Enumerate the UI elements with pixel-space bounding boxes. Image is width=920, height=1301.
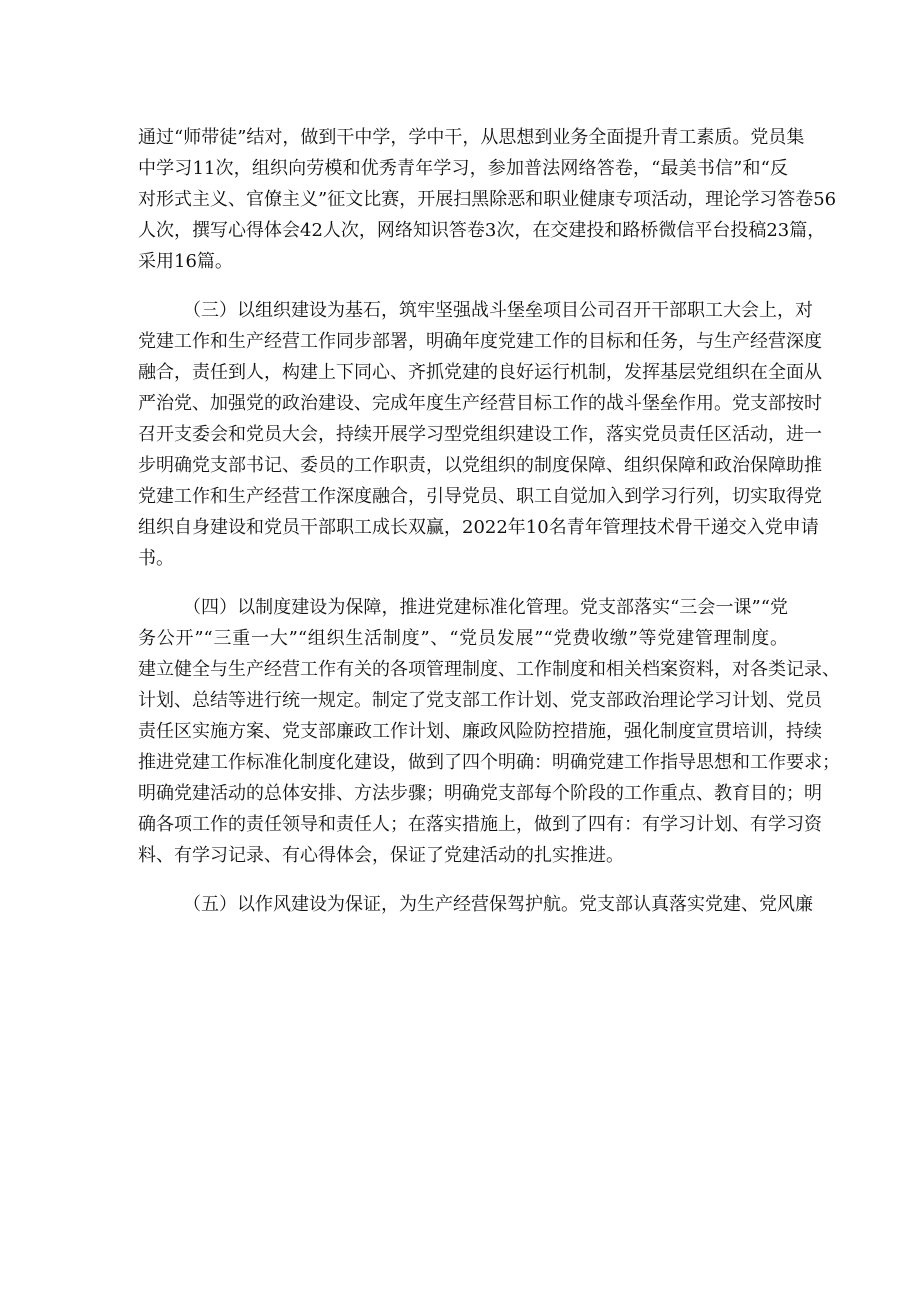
paragraph-system-building (138, 592, 840, 871)
paragraph-organization-building (138, 295, 822, 574)
text-line: 融合，责任到人，构建上下同心、齐抓党建的良好运行机制，发挥基层党组织在全面从 (138, 362, 822, 383)
text-line: 料、有学习记录、有心得体会，保证了党建活动的扎实推进。 (138, 845, 624, 866)
text-line: 对形式主义、官僚主义”征文比赛，开展扫黑除恶和职业健康专项活动，理论学习答卷56 (138, 189, 837, 210)
text-line: 步明确党支部书记、委员的工作职责，以党组织的制度保障、组织保障和政治保障助推 (138, 455, 822, 476)
text-line: 书。 (138, 548, 174, 569)
text-line: 中学习11次，组织向劳模和优秀青年学习，参加普法网络答卷，“最美书信”和“反 (138, 158, 788, 179)
text-line: 党建工作和生产经营工作同步部署，明确年度党建工作的目标和任务，与生产经营深度 (138, 331, 822, 352)
text-line: （三）以组织建设为基石，筑牢坚强战斗堡垒项目公司召开干部职工大会上，对 (183, 300, 813, 321)
text-line: 采用16篇。 (138, 251, 233, 272)
paragraph-style-building (138, 889, 813, 920)
text-line: 组织自身建设和党员干部职工成长双赢，2022年10名青年管理技术骨干递交入党申请 (138, 517, 819, 538)
text-line: 责任区实施方案、党支部廉政工作计划、廉政风险防控措施，强化制度宣贯培训，持续 (138, 721, 822, 742)
text-line: （五）以作风建设为保证，为生产经营保驾护航。党支部认真落实党建、党风廉 (183, 894, 813, 915)
paragraph-youth-training (138, 122, 837, 277)
text-line: 通过“师带徒”结对，做到干中学，学中干，从思想到业务全面提升青工素质。党员集 (138, 127, 805, 148)
text-line: 召开支委会和党员大会，持续开展学习型党组织建设工作，落实党员责任区活动，进一 (138, 424, 822, 445)
text-line: 明确党建活动的总体安排、方法步骤；明确党支部每个阶段的工作重点、教育目的；明 (138, 783, 822, 804)
text-line: 党建工作和生产经营工作深度融合，引导党员、职工自觉加入到学习行列，切实取得党 (138, 486, 822, 507)
text-line: 人次，撰写心得体会42人次，网络知识答卷3次，在交建投和路桥微信平台投稿23篇， (138, 220, 826, 241)
text-line: 推进党建工作标准化制度化建设，做到了四个明确：明确党建工作指导思想和工作要求； (138, 752, 840, 773)
text-line: 务公开”“三重一大”“组织生活制度”、“党员发展”“党费收缴”等党建管理制度。 (138, 628, 788, 649)
text-line: 严治党、加强党的政治建设、完成年度生产经营目标工作的战斗堡垒作用。党支部按时 (138, 393, 822, 414)
text-line: （四）以制度建设为保障，推进党建标准化管理。党支部落实“三会一课”“党 (183, 597, 788, 618)
text-line: 确各项工作的责任领导和责任人；在落实措施上，做到了四有：有学习计划、有学习资 (138, 814, 822, 835)
text-line: 建立健全与生产经营工作有关的各项管理制度、工作制度和相关档案资料，对各类记录、 (138, 659, 840, 680)
text-line: 计划、总结等进行统一规定。制定了党支部工作计划、党支部政治理论学习计划、党员 (138, 690, 822, 711)
document-page (138, 122, 840, 920)
